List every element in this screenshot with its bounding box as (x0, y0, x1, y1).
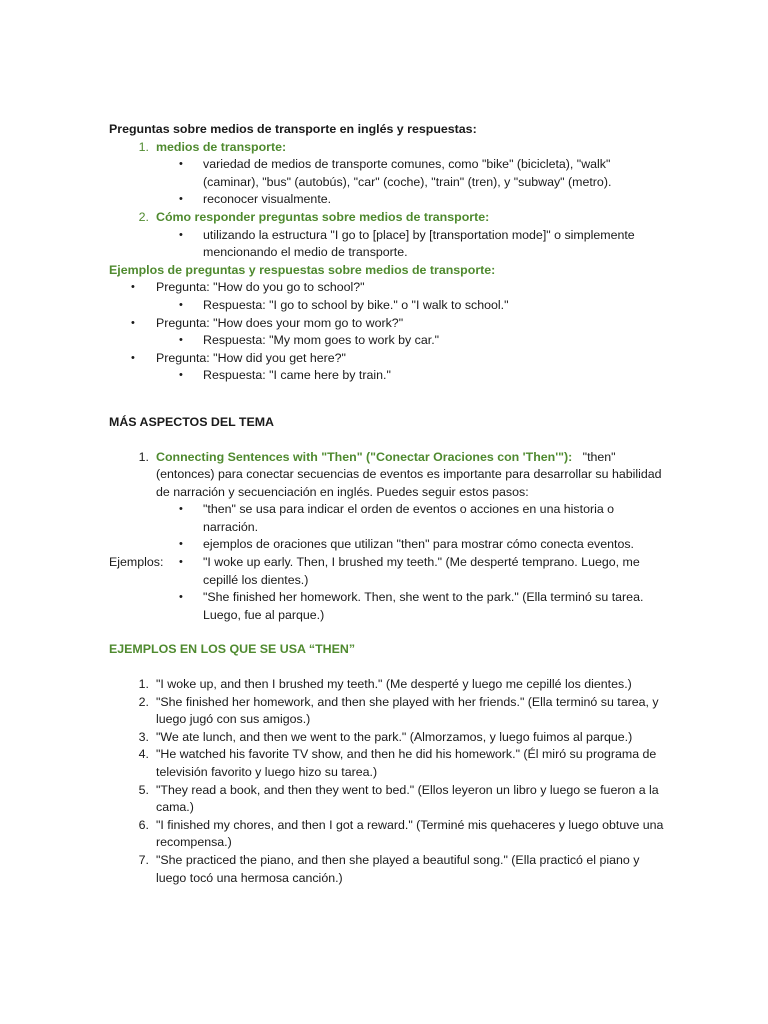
bullet-text: "then" se usa para indicar el orden de eventos o acciones en una historia o narración. (203, 502, 615, 534)
answer-text: Respuesta: "I came here by train." (203, 368, 391, 383)
bullet-item (109, 536, 669, 554)
section4-title: EJEMPLOS EN LOS QUE SE USA “THEN” (109, 642, 356, 657)
bullet-icon: • (131, 351, 135, 364)
bullet-item (109, 501, 669, 536)
question-item (109, 279, 669, 297)
bullet-icon: • (179, 193, 183, 206)
item-number: 4. (138, 747, 149, 762)
bullet-icon: • (179, 228, 183, 241)
item-number: 6. (138, 817, 149, 832)
item-text: "He watched his favorite TV show, and then he did his homework." (Él miró su programa de televisión favorito y luego hizo su tarea.) (156, 747, 657, 779)
bullet-icon: • (179, 591, 183, 604)
item-label: Connecting Sentences with "Then" ("Conectar Oraciones con 'Then'"): (156, 449, 573, 464)
bullet-text: variedad de medios de transporte comunes, como "bike" (bicicleta), "walk" (caminar), "bus" (autobús), "car" (coche), "train" (tren), y "subway" (metro). (203, 157, 612, 189)
item-number: 3. (138, 729, 149, 744)
bullet-item (109, 589, 669, 624)
section3-title: MÁS ASPECTOS DEL TEMA (109, 414, 274, 429)
bullet-item (109, 554, 669, 589)
item-label: medios de transporte: (156, 139, 287, 154)
bullet-icon: • (179, 503, 183, 516)
bullet-icon: • (179, 334, 183, 347)
bullet-icon: • (131, 281, 135, 294)
bullet-item (109, 191, 669, 209)
item-text: "I finished my chores, and then I got a reward." (Terminé mis quehaceres y luego obtuve una recompensa.) (156, 817, 664, 850)
bullet-text: reconocer visualmente. (203, 192, 332, 207)
item-number: 2. (138, 209, 149, 224)
list-item (109, 449, 669, 502)
question-text: Pregunta: "How did you get here?" (156, 350, 346, 365)
item-number: 1. (138, 139, 149, 154)
question-text: Pregunta: "How does your mom go to work?" (156, 315, 404, 330)
section1-title: Preguntas sobre medios de transporte en inglés y respuestas: (109, 122, 477, 136)
bullet-icon: • (179, 556, 183, 569)
item-number: 7. (138, 852, 149, 867)
list-item (109, 139, 669, 157)
bullet-icon: • (179, 369, 183, 382)
list-item (109, 852, 669, 887)
bullet-text: ejemplos de oraciones que utilizan "then" para mostrar cómo conecta eventos. (203, 537, 635, 552)
answer-item (109, 297, 669, 315)
bullet-icon: • (179, 538, 183, 551)
item-number: 1. (138, 449, 149, 464)
bullet-icon: • (179, 158, 183, 171)
list-item (109, 817, 669, 852)
item-label: Cómo responder preguntas sobre medios de transporte: (156, 209, 490, 224)
answer-item (109, 367, 669, 385)
list-item (109, 746, 669, 781)
bullet-text: "I woke up early. Then, I brushed my teeth." (Me desperté temprano. Luego, me cepillé los dientes.) (203, 555, 640, 587)
document-body (109, 121, 669, 887)
bullet-icon: • (179, 298, 183, 311)
question-text: Pregunta: "How do you go to school?" (156, 280, 365, 295)
list-item (109, 694, 669, 729)
bullet-icon: • (131, 316, 135, 329)
item-text: "They read a book, and then they went to bed." (Ellos leyeron un libro y luego se fueron a la cama.) (156, 782, 659, 815)
answer-text: Respuesta: "I go to school by bike." o "I walk to school." (203, 297, 509, 312)
list-item (109, 676, 669, 694)
bullet-text: utilizando la estructura "I go to [place] by [transportation mode]" o simplemente mencionando el medio de transporte. (203, 227, 635, 260)
question-item (109, 315, 669, 333)
list-item (109, 209, 669, 227)
section2-title: Ejemplos de preguntas y respuestas sobre medios de transporte: (109, 262, 496, 277)
item-number: 2. (138, 694, 149, 709)
item-text: "then" (entonces) para conectar secuencias de eventos es importante para desarrollar su habilidad de narración y secuenciación en inglés. Puedes seguir estos pasos: (156, 449, 662, 499)
item-text: "I woke up, and then I brushed my teeth." (Me desperté y luego me cepillé los dientes.) (156, 677, 632, 692)
answer-text: Respuesta: "My mom goes to work by car." (203, 333, 440, 348)
item-text: "She practiced the piano, and then she played a beautiful song." (Ella practicó el piano y luego tocó una hermosa canción.) (156, 852, 640, 885)
list-item (109, 729, 669, 747)
question-item (109, 350, 669, 368)
examples-label: Ejemplos: (109, 555, 164, 570)
item-number: 5. (138, 782, 149, 797)
bullet-item (109, 227, 669, 262)
item-number: 1. (138, 677, 149, 692)
bullet-item (109, 156, 669, 191)
list-item (109, 782, 669, 817)
answer-item (109, 332, 669, 350)
item-text: "She finished her homework, and then she played with her friends." (Ella terminó su tarea, y luego jugó con sus amigos.) (156, 694, 659, 727)
bullet-text: "She finished her homework. Then, she went to the park." (Ella terminó su tarea. Luego, fue al parque.) (203, 590, 644, 622)
item-text: "We ate lunch, and then we went to the park." (Almorzamos, y luego fuimos al parque.) (156, 729, 633, 744)
